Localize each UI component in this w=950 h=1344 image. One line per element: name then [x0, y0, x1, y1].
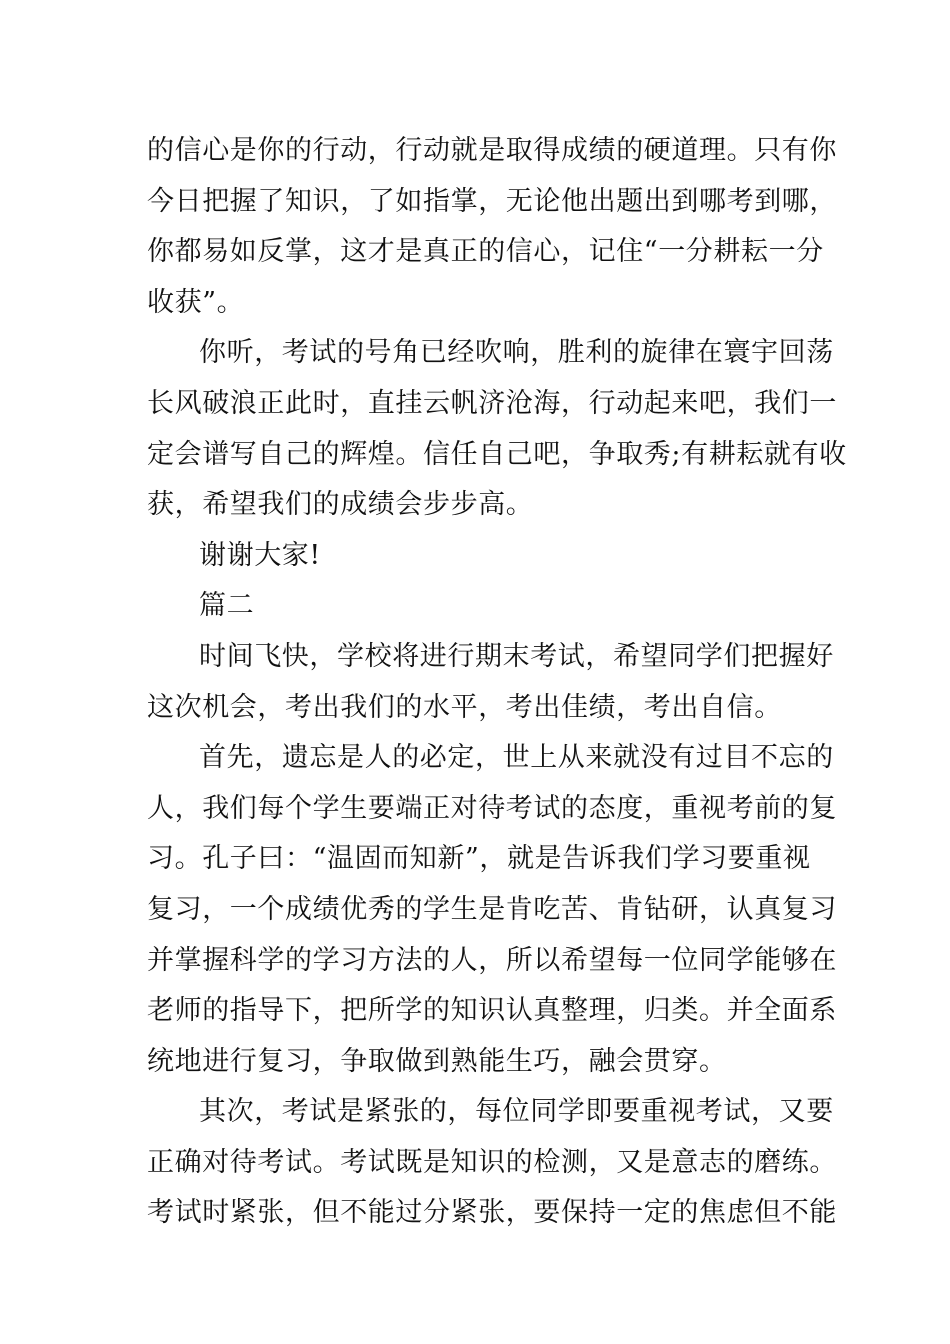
paragraph-first-line: 其次，考试是紧张的，每位同学即要重视考试，又要: [199, 1096, 834, 1128]
text-line: 人，我们每个学生要端正对待考试的态度，重视考前的复: [147, 792, 837, 824]
document-body: [147, 126, 847, 1239]
text-line: 统地进行复习，争取做到熟能生巧，融会贯穿。: [147, 1045, 727, 1077]
text-line: 并掌握科学的学习方法的人，所以希望每一位同学能够在: [147, 944, 837, 976]
text-line: 习。孔子曰：“温固而知新”，就是告诉我们学习要重视: [147, 843, 811, 875]
text-line: 的信心是你的行动，行动就是取得成绩的硬道理。只有你: [147, 135, 837, 166]
text-line: 复习，一个成绩优秀的学生是肯吃苦、肯钻研，认真复习: [147, 893, 837, 925]
text-line: 今日把握了知识，了如指掌，无论他出题出到哪考到哪，: [147, 185, 837, 217]
section-heading: 篇二: [199, 590, 255, 622]
text-line: 正确对待考试。考试既是知识的检测，又是意志的磨练。: [147, 1146, 837, 1178]
paragraph-first-line: 时间飞快，学校将进行期末考试，希望同学们把握好: [199, 640, 834, 672]
text-line: 定会谱写自己的辉煌。信任自己吧，争取秀;有耕耘就有收: [147, 438, 847, 470]
text-line: 这次机会，考出我们的水平，考出佳绩，考出自信。: [147, 691, 782, 723]
text-line: 你都易如反掌，这才是真正的信心，记住“一分耕耘一分: [147, 236, 824, 268]
text-line: 长风破浪正此时，直挂云帆济沧海，行动起来吧，我们一: [147, 387, 837, 419]
text-line: 老师的指导下，把所学的知识认真整理，归类。并全面系: [147, 995, 837, 1027]
text-line: 获，希望我们的成绩会步步高。: [147, 489, 534, 521]
paragraph-first-line: 你听，考试的号角已经吹响，胜利的旋律在寰宇回荡: [199, 337, 834, 369]
paragraph-first-line: 首先，遗忘是人的必定，世上从来就没有过目不忘的: [199, 742, 834, 774]
text-line: 收获”。: [147, 286, 245, 318]
closing-line: 谢谢大家!: [199, 539, 321, 571]
text-line: 考试时紧张，但不能过分紧张，要保持一定的焦虑但不能: [147, 1197, 837, 1229]
